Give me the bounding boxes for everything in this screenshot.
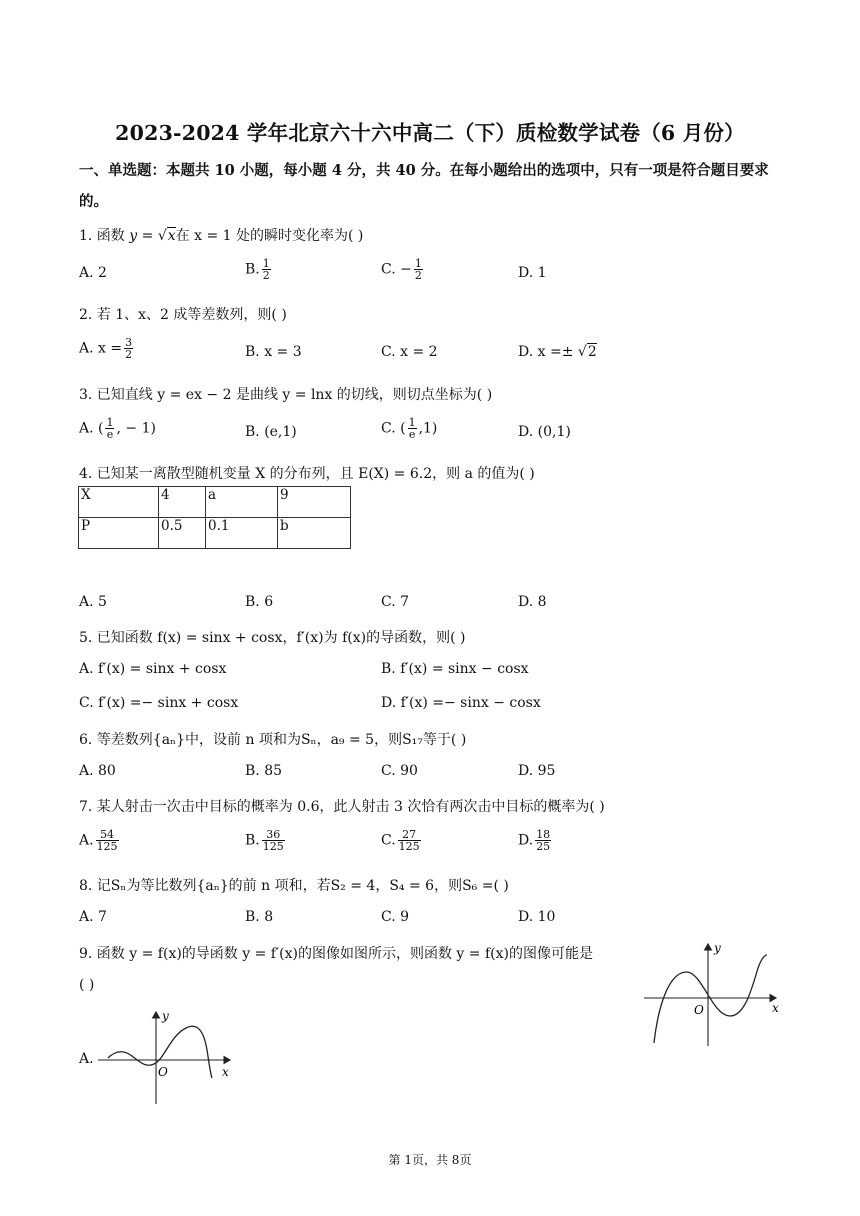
q4-option-d: D. 8 [518, 594, 547, 610]
question-2: 2. 若 1、x、2 成等差数列，则( ) [79, 307, 287, 323]
table-cell: 0.1 [206, 518, 278, 549]
section-heading: 一、单选题：本题共 10 小题，每小题 4 分，共 40 分。在每小题给出的选项中，只有一项是符合题目要求 [79, 162, 769, 179]
question-9: 9. 函数 y = f(x)的导函数 y = f′(x)的图像如图所示，则函数 y = f(x)的图像可能是 [79, 946, 593, 962]
x-axis-label: x [772, 1001, 779, 1015]
q1-option-d: D. 1 [518, 265, 547, 281]
q6-option-a: A. 80 [79, 763, 116, 779]
q7-option-b: B. $\frac{36}{125}$ [245, 828, 284, 853]
q6-option-b: B. 85 [245, 763, 283, 779]
q5-option-a: A. f′(x) = sinx + cosx [79, 661, 227, 677]
q1-option-a: A. 2 [79, 265, 107, 281]
question-8: 8. 记Sₙ为等比数列{aₙ}的前 n 项和，若S₂ = 4，S₄ = 6，则S₆ =( ) [79, 878, 509, 894]
q5-option-d: D. f′(x) =− sinx − cosx [381, 695, 541, 711]
q2-option-c: C. x = 2 [381, 344, 438, 360]
y-axis-label: y [162, 1009, 169, 1023]
q2-option-b: B. x = 3 [245, 344, 302, 360]
q3-option-d: D. (0,1) [518, 424, 571, 440]
question-4: 4. 已知某一离散型随机变量 X 的分布列，且 E(X) = 6.2，则 a 的值为( ) [79, 466, 535, 482]
q8-option-c: C. 9 [381, 909, 410, 925]
x-axis-label: x [222, 1065, 229, 1079]
q3-option-a: A. ( $\frac{1}{e}$ , − 1) [79, 416, 156, 441]
q8-option-a: A. 7 [79, 909, 107, 925]
origin-label: O [158, 1065, 168, 1079]
table-row [79, 487, 351, 518]
q4-option-c: C. 7 [381, 594, 410, 610]
question-6: 6. 等差数列{aₙ}中，设前 n 项和为Sₙ，a₉ = 5，则S₁₇等于( ) [79, 732, 467, 748]
q6-option-d: D. 95 [518, 763, 556, 779]
derivative-curve [654, 955, 767, 1043]
q7-option-a: A. $\frac{54}{125}$ [79, 828, 118, 853]
page-footer: 第 1页，共 8页 [388, 1153, 472, 1167]
q7-option-c: C. $\frac{27}{125}$ [381, 828, 420, 853]
q8-option-b: B. 8 [245, 909, 274, 925]
table-cell: 4 [159, 487, 206, 518]
distribution-table [78, 486, 351, 549]
question-3: 3. 已知直线 y = ex − 2 是曲线 y = lnx 的切线，则切点坐标为( ) [79, 387, 493, 403]
q4-option-b: B. 6 [245, 594, 274, 610]
q1-option-b: B. $\frac{1}{2}$ [245, 257, 270, 282]
q8-option-d: D. 10 [518, 909, 556, 925]
page-title: 2023-2024 学年北京六十六中高二（下）质检数学试卷（6 月份） [115, 121, 745, 145]
y-axis-label: y [714, 941, 721, 955]
q5-option-b: B. f′(x) = sinx − cosx [381, 661, 529, 677]
question-7: 7. 某人射击一次击中目标的概率为 0.6，此人射击 3 次恰有两次击中目标的概率为( ) [79, 799, 605, 815]
question-9-cont: ( ) [79, 977, 95, 993]
origin-label: O [694, 1003, 704, 1017]
q6-option-c: C. 90 [381, 763, 418, 779]
table-cell: X [79, 487, 159, 518]
table-cell: 0.5 [159, 518, 206, 549]
table-row [79, 518, 351, 549]
q4-option-a: A. 5 [79, 594, 107, 610]
q3-option-c: C. ( $\frac{1}{e}$ ,1) [381, 416, 438, 441]
option-a-graph [94, 1006, 239, 1108]
table-cell: a [206, 487, 278, 518]
q2-option-a: A. x = $\frac{3}{2}$ [79, 336, 133, 361]
q2-option-d: D. x =± √2 [518, 344, 597, 360]
q9-option-a: A. [79, 1051, 94, 1067]
q5-option-c: C. f′(x) =− sinx + cosx [79, 695, 239, 711]
table-cell: b [278, 518, 351, 549]
table-cell: 9 [278, 487, 351, 518]
q1-option-c: C. − $\frac{1}{2}$ [381, 257, 422, 282]
question-5: 5. 已知函数 f(x) = sinx + cosx，f′(x)为 f(x)的导函数，则( ) [79, 630, 466, 646]
question-1: 1. 函数 y = √x在 x = 1 处的瞬时变化率为( ) [79, 228, 364, 244]
table-cell: P [79, 518, 159, 549]
q3-option-b: B. (e,1) [245, 424, 297, 440]
derivative-graph [640, 938, 785, 1050]
section-heading-cont: 的。 [79, 193, 108, 210]
q7-option-d: D. $\frac{18}{25}$ [518, 828, 551, 853]
